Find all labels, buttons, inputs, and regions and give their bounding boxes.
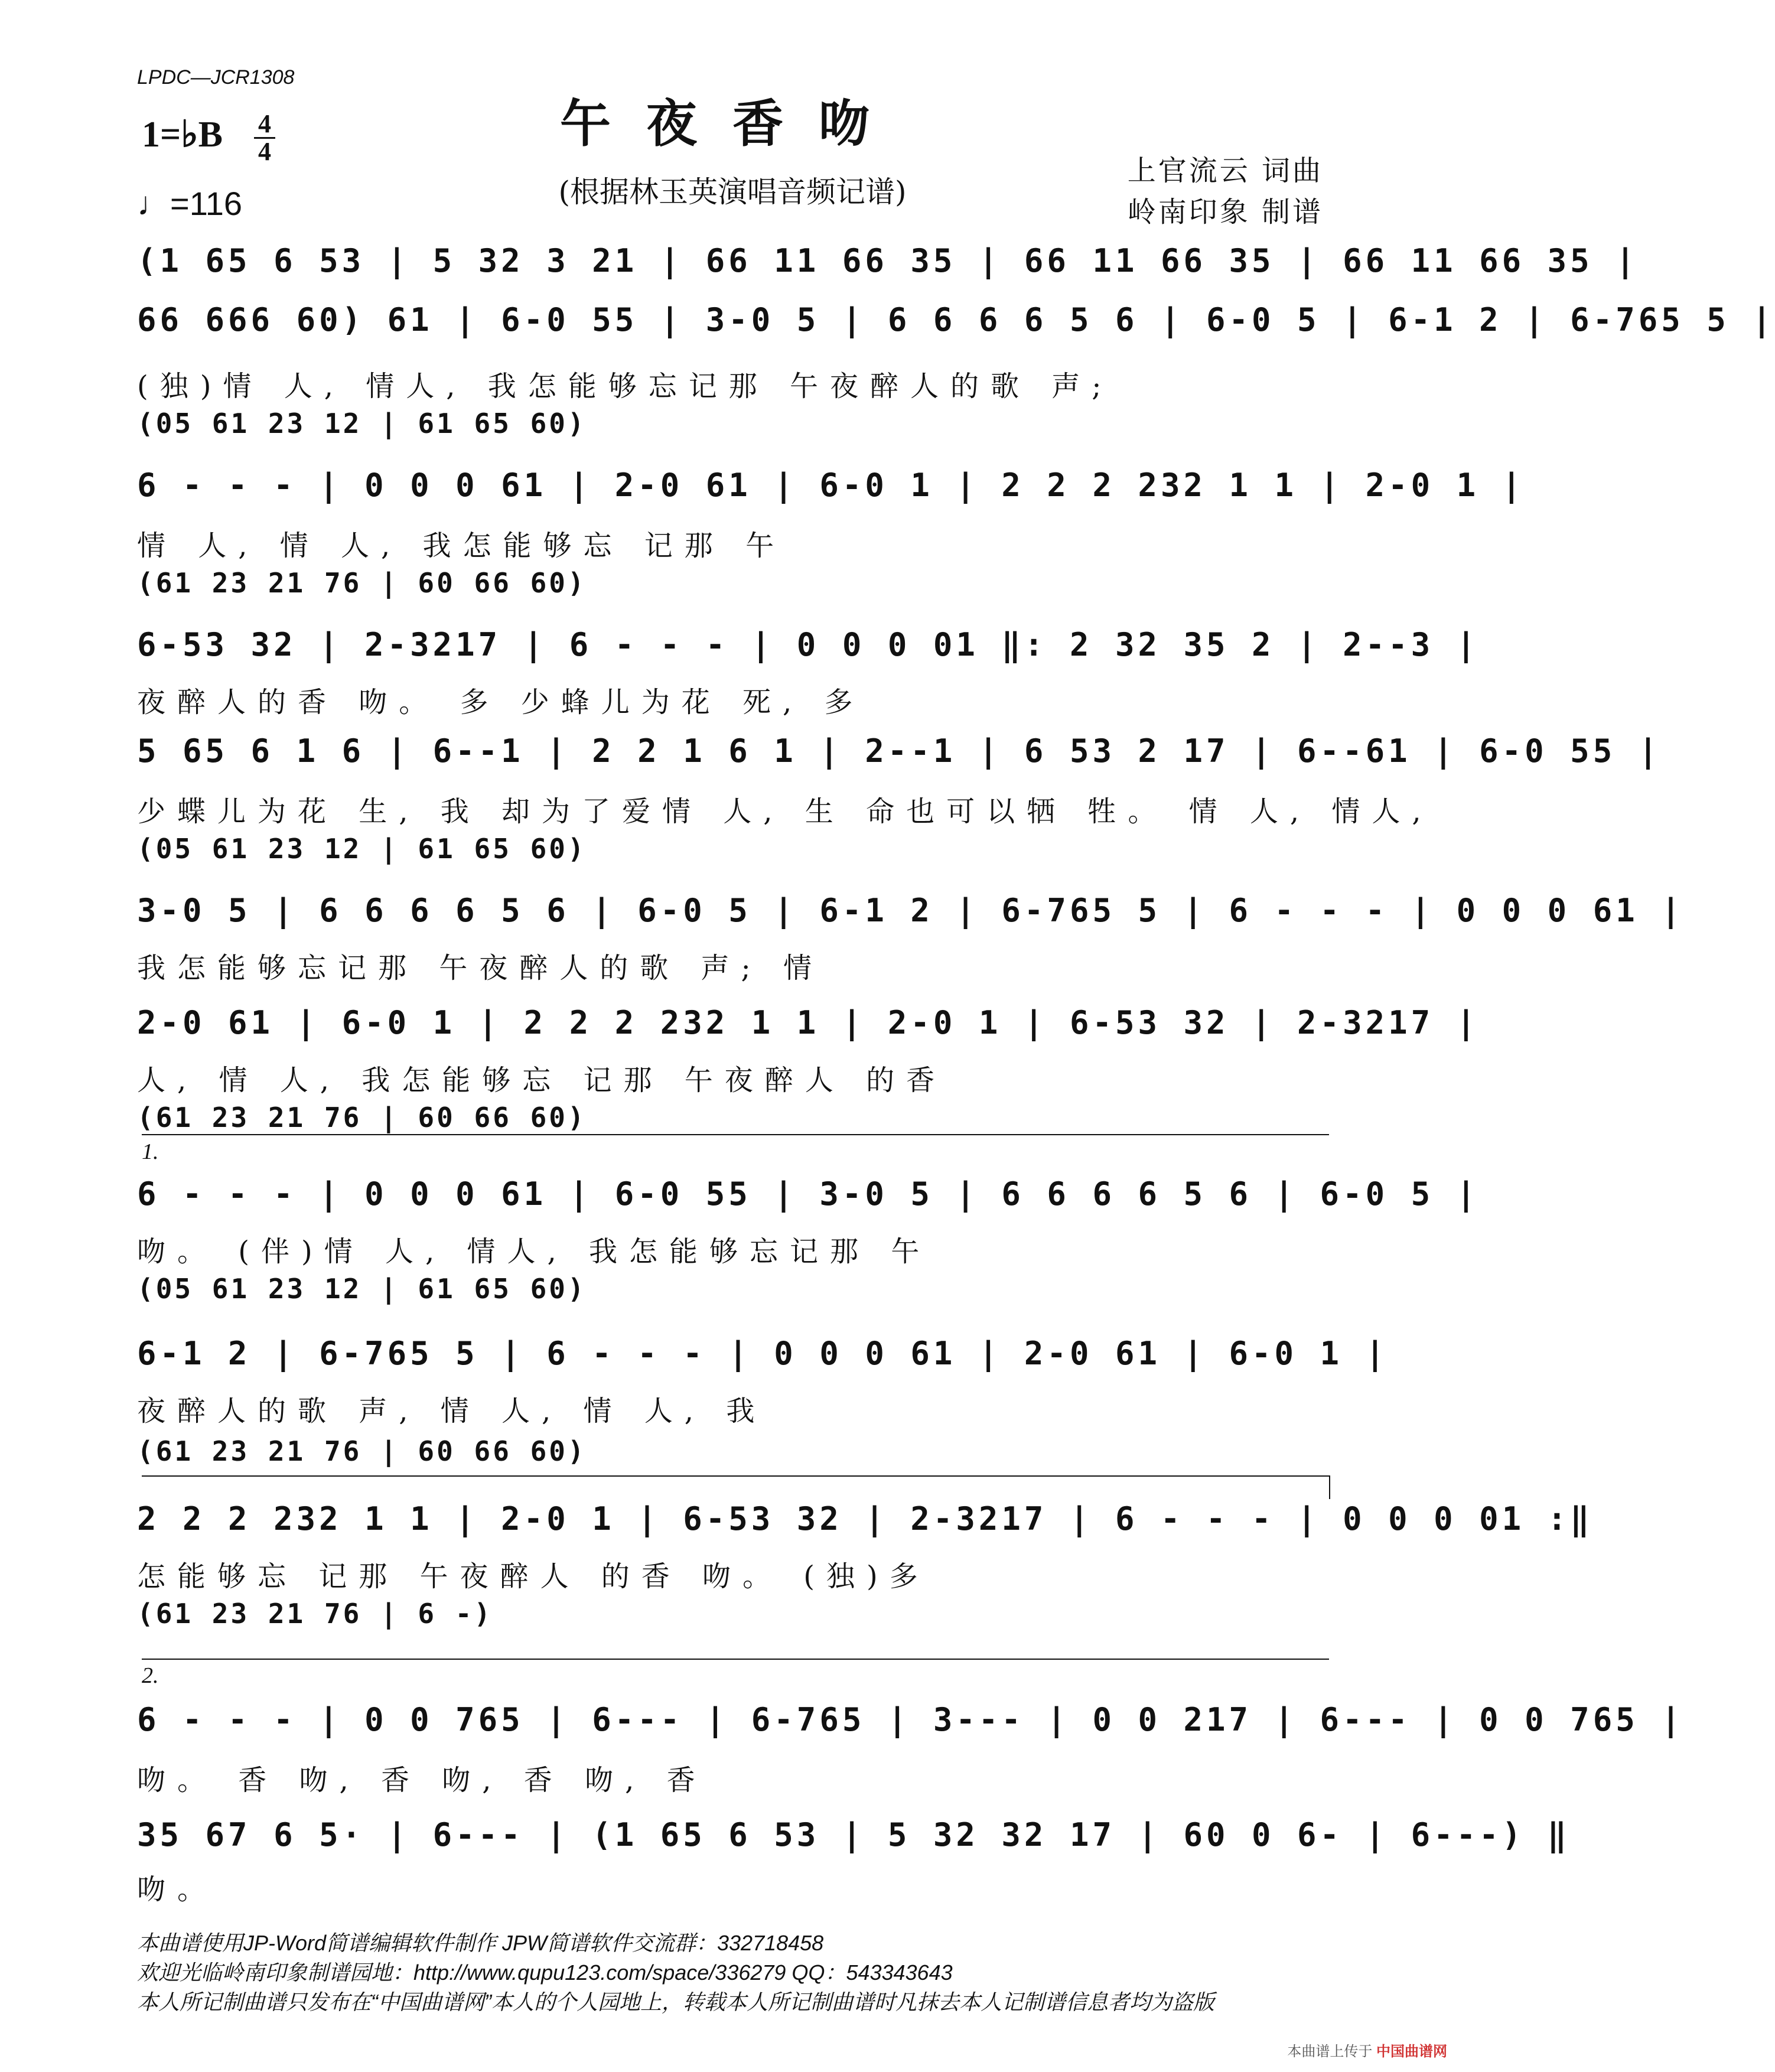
credit-score: 岭南印象 制谱 (1127, 196, 1323, 229)
lyrics-row: 吻。 (伴)情 人, 情人, 我怎能够忘记那 午 (137, 1235, 932, 1268)
volta-first-end-tick (1329, 1475, 1330, 1499)
notation-row: 6-53 32 | 2-3217 | 6 - - - | 0 0 0 01 ‖: 2 32 35 2 | 2--3 | (137, 626, 1480, 663)
notation-row: 66 666 60) 61 | 6-0 55 | 3-0 5 | 6 6 6 6 5 6 | 6-0 5 | 6-1 2 | 6-765 5 | (137, 301, 1775, 338)
notation-row: 5 65 6 1 6 | 6--1 | 2 2 1 6 1 | 2--1 | 6 53 2 17 | 6--61 | 6-0 55 | (137, 732, 1662, 770)
lyrics-row: 情 人, 情 人, 我怎能够忘 记那 午 (137, 529, 786, 562)
notation-row: (1 65 6 53 | 5 32 3 21 | 66 11 66 35 | 66 11 66 35 | 66 11 66 35 | (137, 242, 1639, 279)
lyrics-row: 吻。 (137, 1873, 218, 1906)
time-signature (254, 111, 275, 165)
song-title: 午夜香吻 (560, 94, 905, 154)
accompaniment-row: (61 23 21 76 | 60 66 60) (137, 567, 587, 599)
song-subtitle: (根据林玉英演唱音频记谱) (558, 175, 907, 209)
time-top: 4 (258, 109, 271, 138)
watermark-text: 本曲谱上传于 (1287, 2044, 1373, 2060)
watermark (1287, 2040, 1447, 2060)
lyrics-row: 怎能够忘 记那 午夜醉人 的香 吻。 (独)多 (137, 1560, 930, 1593)
score-code: LPDC—JCR1308 (137, 66, 295, 89)
accompaniment-row: (05 61 23 12 | 61 65 60) (137, 1273, 587, 1305)
notation-row: 2 2 2 232 1 1 | 2-0 1 | 6-53 32 | 2-3217 | 6 - - - | 0 0 0 01 :‖ (137, 1500, 1593, 1537)
lyrics-row: 人, 情 人, 我怎能够忘 记那 午夜醉人 的香 (137, 1064, 947, 1097)
volta-first-end-line (142, 1475, 1329, 1477)
notation-row: 6-1 2 | 6-765 5 | 6 - - - | 0 0 0 61 | 2-0 61 | 6-0 1 | (137, 1335, 1389, 1372)
footer-line-1: 本曲谱使用JP-Word简谱编辑软件制作 JPW简谱软件交流群：332718458 (137, 1931, 824, 1955)
lyrics-row: 我怎能够忘记那 午夜醉人的歌 声; 情 (137, 952, 823, 985)
credit-lyrics: 上官流云 词曲 (1127, 154, 1323, 187)
notation-row: 3-0 5 | 6 6 6 6 5 6 | 6-0 5 | 6-1 2 | 6-765 5 | 6 - - - | 0 0 0 61 | (137, 892, 1684, 929)
volta-second-line (142, 1659, 1329, 1660)
accompaniment-row: (61 23 21 76 | 6 -) (137, 1598, 493, 1630)
lyrics-row: 吻。 香 吻, 香 吻, 香 吻, 香 (137, 1764, 707, 1797)
footer-line-3: 本人所记制曲谱只发布在“中国曲谱网”本人的个人园地上，转载本人所记制曲谱时凡抹去本人记制谱信息者均为盗版 (137, 1990, 1214, 2014)
notation-row: 6 - - - | 0 0 0 61 | 2-0 61 | 6-0 1 | 2 2 2 232 1 1 | 2-0 1 | (137, 467, 1525, 504)
accompaniment-row: (05 61 23 12 | 61 65 60) (137, 833, 587, 865)
tempo-marking: ♩=116 (137, 185, 242, 222)
notation-row: 35 67 6 5· | 6--- | (1 65 6 53 | 5 32 32 17 | 60 0 6- | 6---) ‖ (137, 1816, 1571, 1853)
footer-line-2: 欢迎光临岭南印象制谱园地：http://www.qupu123.com/space/336279 QQ：543343643 (137, 1960, 953, 1985)
volta-second: 2. (142, 1663, 159, 1688)
notation-row: 6 - - - | 0 0 0 61 | 6-0 55 | 3-0 5 | 6 6 6 6 5 6 | 6-0 5 | (137, 1175, 1480, 1213)
lyrics-row: 少蝶儿为花 生, 我 却为了爱情 人, 生 命也可以牺 牲。 情 人, 情人, (137, 795, 1433, 828)
time-bottom: 4 (258, 137, 271, 166)
accompaniment-row: (61 23 21 76 | 60 66 60) (137, 1435, 587, 1467)
lyrics-row: (独)情 人, 情人, 我怎能够忘记那 午夜醉人的歌 声; (137, 370, 1113, 403)
lyrics-row: 夜醉人的香 吻。 多 少蜂儿为花 死, 多 (137, 686, 865, 719)
notation-row: 2-0 61 | 6-0 1 | 2 2 2 232 1 1 | 2-0 1 | 6-53 32 | 2-3217 | (137, 1004, 1480, 1041)
volta-first: 1. (142, 1139, 159, 1164)
volta-first-line (142, 1134, 1329, 1135)
notation-row: 6 - - - | 0 0 765 | 6--- | 6-765 | 3--- | 0 0 217 | 6--- | 0 0 765 | (137, 1701, 1684, 1738)
accompaniment-row: (05 61 23 12 | 61 65 60) (137, 408, 587, 439)
lyrics-row: 夜醉人的歌 声, 情 人, 情 人, 我 (137, 1395, 767, 1428)
key-signature: 1=♭B (142, 115, 223, 155)
accompaniment-row: (61 23 21 76 | 60 66 60) (137, 1102, 587, 1133)
watermark-site: 中国曲谱网 (1376, 2044, 1447, 2060)
